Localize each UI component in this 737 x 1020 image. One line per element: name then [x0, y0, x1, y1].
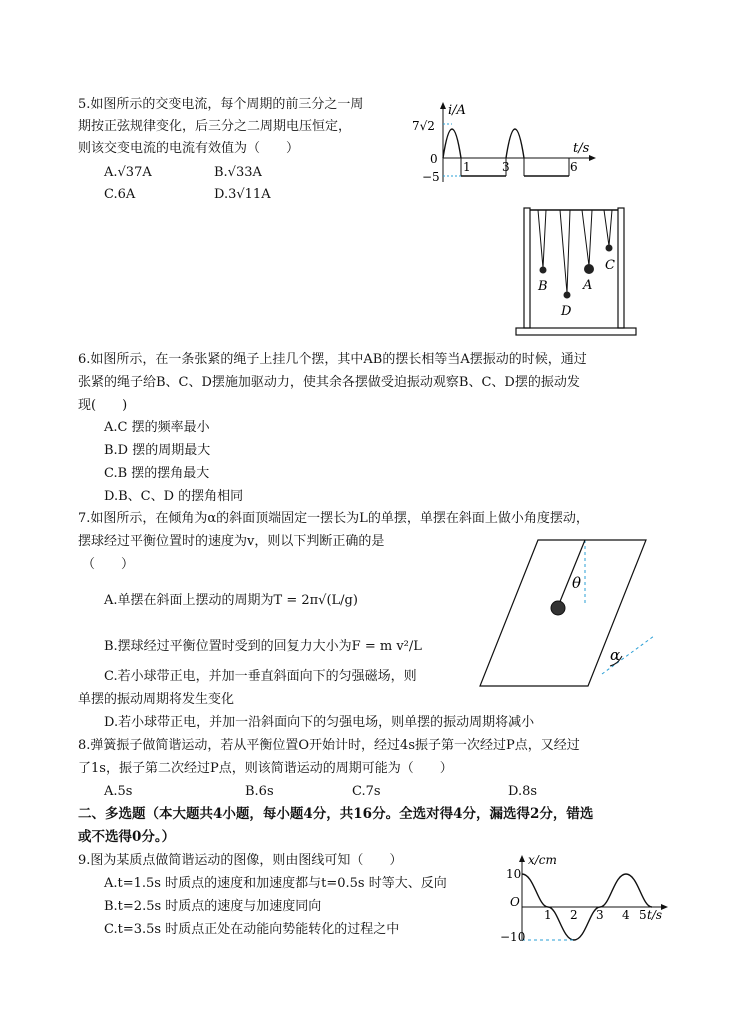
q6-pendulum-svg	[514, 206, 648, 340]
q9-y-bottom-label: −10	[500, 930, 526, 942]
q8-option-d: D.8s	[508, 784, 538, 799]
q9-tick-5: 5	[639, 908, 647, 922]
q9-option-a: A.t=1.5s 时质点的速度和加速度都与t=0.5s 时等大、反向	[104, 876, 447, 891]
q9-option-b: B.t=2.5s 时质点的速度与加速度同向	[104, 899, 322, 914]
q5-neg-label: −5	[422, 170, 440, 184]
q5-line-2: 期按正弦规律变化，后三分之二周期电压恒定，	[78, 119, 352, 134]
q7-incline-figure	[476, 536, 660, 692]
section-2-heading-line-2: 或不选得0分。）	[78, 829, 176, 845]
q6-string-c	[604, 210, 612, 246]
q8-option-b: B.6s	[245, 784, 274, 799]
q5-x-axis-label: t/s	[573, 141, 590, 156]
q5-option-a: A.√37A	[104, 165, 152, 180]
q6-label-a: A	[583, 278, 593, 293]
q5-sine-hump-1	[443, 129, 461, 158]
q5-origin-label: 0	[430, 152, 438, 166]
q6-line-3: 现( )	[78, 398, 128, 413]
q9-tick-1: 1	[544, 908, 552, 922]
q5-tick-6: 6	[570, 160, 578, 174]
q9-graph-svg	[492, 852, 674, 942]
q5-tick-3: 3	[502, 160, 510, 174]
q6-label-d: D	[561, 304, 572, 319]
q5-y-arrow-icon	[440, 102, 446, 109]
q9-tick-2: 2	[570, 908, 578, 922]
q5-x-arrow-icon	[589, 155, 596, 161]
q8-line-1: 8.弹簧振子做简谐运动，若从平衡位置O开始计时，经过4s振子第一次经过P点，又经过	[78, 738, 580, 753]
q8-line-2: 了1s，振子第二次经过P点，则该简谐运动的周期可能为（ ）	[78, 761, 453, 776]
q6-bob-d	[564, 292, 571, 299]
q8-option-a: A.5s	[104, 784, 133, 799]
q6-frame-left-post	[524, 208, 530, 328]
q7-pendulum-string	[559, 540, 585, 604]
q7-option-a: A.单摆在斜面上摆动的周期为T = 2π√(L/g)	[104, 593, 358, 608]
q7-option-c-line-1: C.若小球带正电，并加一垂直斜面向下的匀强磁场，则	[104, 669, 417, 684]
q6-option-c: C.B 摆的摆角最大	[104, 466, 210, 481]
q6-pendulum-figure	[514, 206, 648, 340]
q5-tick-1: 1	[463, 160, 471, 174]
q5-sine-hump-2	[506, 129, 524, 158]
q6-frame-base	[516, 328, 636, 335]
q9-x-arrow-icon	[661, 904, 668, 910]
q9-option-c: C.t=3.5s 时质点正处在动能向势能转化的过程之中	[104, 922, 400, 937]
q6-string-d	[560, 210, 570, 293]
q6-string-a	[582, 210, 592, 266]
q6-string-b	[538, 210, 546, 268]
q6-bob-c	[606, 245, 613, 252]
q8-option-c: C.7s	[352, 784, 381, 799]
q5-line-1: 5.如图所示的交变电流，每个周期的前三分之一周	[78, 97, 364, 112]
q9-y-axis-label: x/cm	[528, 853, 557, 867]
q9-origin-label: O	[510, 895, 520, 909]
q6-line-2: 张紧的绳子给B、C、D摆施加驱动力，使其余各摆做受迫振动观察B、C、D摆的振动发	[78, 375, 580, 390]
q5-y-axis-label: i/A	[448, 103, 466, 118]
q5-current-graph	[408, 100, 598, 186]
q7-alpha-label: α	[610, 646, 621, 664]
q6-option-b: B.D 摆的周期最大	[104, 443, 211, 458]
q6-label-b: B	[538, 279, 548, 294]
q6-line-1: 6.如图所示，在一条张紧的绳子上挂几个摆，其中AB的摆长相等当A摆振动的时候，通过	[78, 352, 587, 367]
q7-option-c-line-2: 单摆的振动周期将发生变化	[78, 692, 235, 707]
q6-option-a: A.C 摆的频率最小	[104, 420, 210, 435]
q7-line-2: 摆球经过平衡位置时的速度为v，则以下判断正确的是	[78, 534, 385, 549]
q9-tick-4: 4	[622, 908, 630, 922]
q9-y-top-label: 10	[506, 867, 522, 881]
q5-option-b: B.√33A	[214, 165, 262, 180]
q6-frame-right-post	[618, 208, 624, 328]
q6-bob-a	[584, 264, 594, 274]
q9-displacement-graph	[492, 852, 674, 942]
q7-incline-svg	[476, 536, 660, 692]
section-2-heading-line-1: 二、多选题（本大题共4小题，每小题4分，共16分。全选对得4分，漏选得2分，错选	[78, 806, 594, 822]
q5-graph-svg	[408, 100, 598, 186]
q6-bob-b	[540, 267, 547, 274]
q7-option-d: D.若小球带正电，并加一沿斜面向下的匀强电场，则单摆的振动周期将减小	[104, 715, 535, 730]
q7-line-3: （ ）	[82, 557, 135, 572]
q9-y-arrow-icon	[519, 855, 525, 862]
q9-x-axis-label: t/s	[647, 908, 663, 922]
q7-theta-label: θ	[572, 574, 582, 592]
q9-tick-3: 3	[596, 908, 604, 922]
q9-line-1: 9.图为某质点做简谐运动的图像，则由图线可知（ ）	[78, 853, 403, 868]
q7-pendulum-bob	[551, 601, 565, 615]
q7-option-b: B.摆球经过平衡位置时受到的回复力大小为F = m v²/L	[104, 639, 422, 654]
q6-label-c: C	[605, 258, 615, 273]
q5-option-c: C.6A	[104, 187, 136, 202]
q7-line-1: 7.如图所示，在倾角为α的斜面顶端固定一摆长为L的单摆，单摆在斜面上做小角度摆动，	[78, 511, 589, 526]
q5-peak-label: 7√2	[412, 119, 435, 133]
q5-line-3: 则该交变电流的电流有效值为（ ）	[78, 141, 300, 156]
q5-option-d: D.3√11A	[214, 187, 271, 202]
q6-option-d: D.B、C、D 的摆角相同	[104, 489, 244, 504]
